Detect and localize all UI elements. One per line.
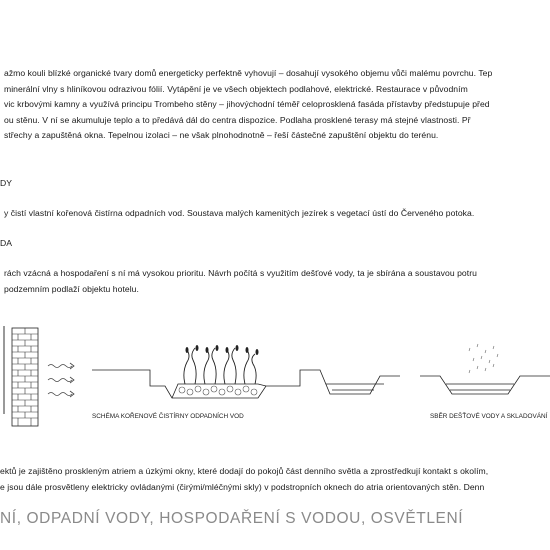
water-line: podzemním podlaží objektu hotelu. bbox=[4, 284, 139, 294]
brick-wall-icon bbox=[12, 328, 38, 426]
energy-line: vic krbovými kamny a využívá principu Trombeho stěny – jihovýchodní téměř celoprosklená fasáda přístavby předstupuje před bbox=[4, 99, 490, 109]
waste-heading: DY bbox=[0, 178, 12, 188]
water-line: rách vzácná a hospodaření s ní má vysokou prioritu. Návrh počítá s využitím dešťové vody, ta je sbírána a soustavou potru bbox=[4, 268, 477, 278]
energy-line: ažmo kouli blízké organické tvary domů energeticky perfektně vyhovují – dosahují vysokého objemu vůči malému povrchu. Tep bbox=[4, 68, 493, 78]
water-diagram bbox=[0, 318, 550, 428]
section-title: NÍ, ODPADNÍ VODY, HOSPODAŘENÍ S VODOU, OSVĚTLENÍ bbox=[0, 510, 464, 527]
rain-collection-diagram bbox=[420, 344, 550, 394]
rain-collection-caption: SBĚR DEŠŤOVÉ VODY A SKLADOVÁNÍ bbox=[430, 413, 548, 420]
light-line: e jsou dále prosvětleny elektricky ovládanými (čirými/mléčnými skly) v podstropních oknech do atria orientovaných stěn. Denn bbox=[0, 482, 485, 492]
pond-diagram bbox=[312, 370, 400, 394]
water-heading: DA bbox=[0, 238, 12, 248]
waste-text: y čistí vlastní kořenová čistírna odpadních vod. Soustava malých kamenitých jezírek s vegetací ústí do Červeného potoka. bbox=[4, 208, 475, 218]
light-line: ektů je zajištěno proskleným atriem a úzkými okny, které dodají do pokojů část denního světla a zprostředkují kontakt s okolím, bbox=[0, 466, 489, 476]
energy-line: střechy a zapuštěná okna. Tepelnou izolaci – ne však plnohodnotně – řeší částečné zapuštění objektu do terénu. bbox=[4, 130, 439, 140]
energy-line: minerální vlny s hliníkovou odrazivou fólií. Vytápění je ve všech objektech podlahové, elektrické. Restaurace v původním bbox=[4, 84, 468, 94]
heat-arrows-icon bbox=[48, 363, 74, 397]
rain-drops-icon bbox=[469, 344, 498, 373]
root-treatment-diagram bbox=[92, 345, 312, 398]
energy-line: ou stěnu. V ní se akumuluje teplo a to předává dál do centra dispozice. Podlaha prosklené terasy má stejné vlastnosti. Př bbox=[4, 115, 471, 125]
root-treatment-caption: SCHÉMA KOŘENOVÉ ČISTÍRNY ODPADNÍCH VOD bbox=[92, 413, 244, 420]
